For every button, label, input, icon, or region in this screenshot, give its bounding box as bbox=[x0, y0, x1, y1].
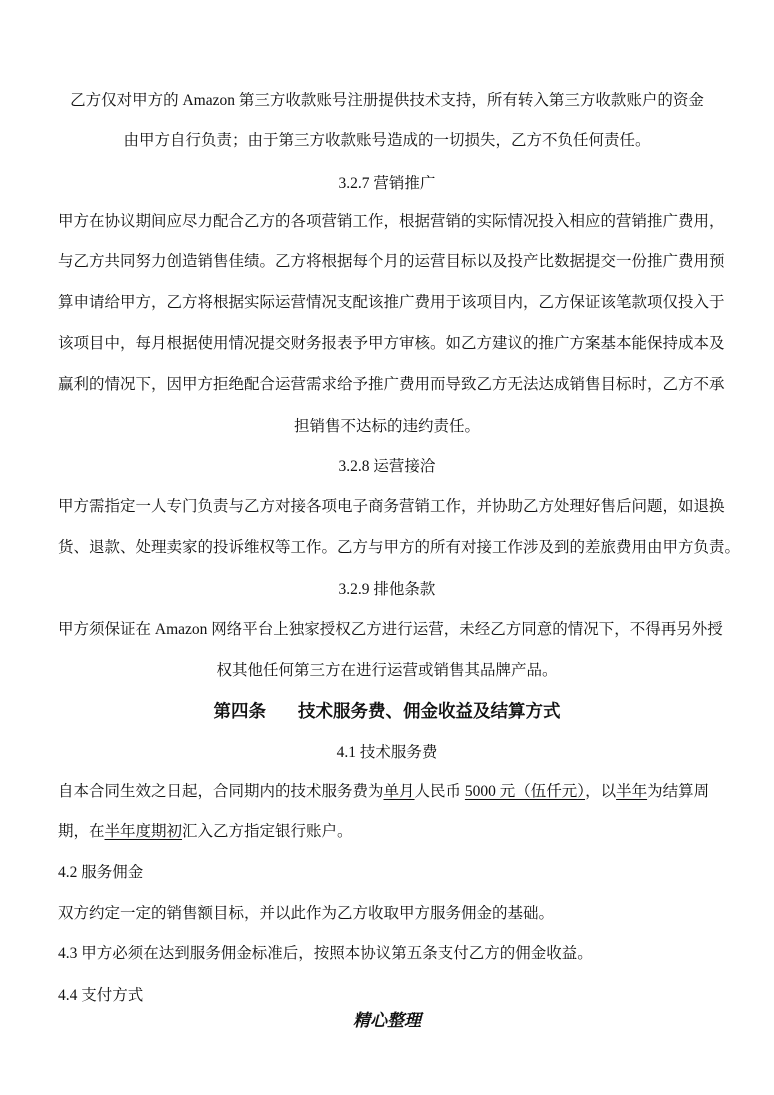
paragraph-line: 甲方在协议期间应尽力配合乙方的各项营销工作，根据营销的实际情况投入相应的营销推广费用， bbox=[58, 213, 725, 230]
paragraph-line: 赢利的情况下，因甲方拒绝配合运营需求给予推广费用而导致乙方无法达成销售目标时，乙方不承 bbox=[58, 376, 725, 393]
paragraph-line: 该项目中，每月根据使用情况提交财务报表予甲方审核。如乙方建议的推广方案基本能保持成本及 bbox=[58, 335, 725, 352]
article-4-heading bbox=[0, 700, 774, 722]
paragraph-line: 与乙方共同努力创造销售佳绩。乙方将根据每个月的运营目标以及投产比数据提交一份推广费用预 bbox=[58, 253, 725, 270]
paragraph-line: 4.3 甲方必须在达到服务佣金标准后，按照本协议第五条支付乙方的佣金收益。 bbox=[58, 945, 593, 962]
section-title-3-2-9: 3.2.9 排他条款 bbox=[338, 581, 436, 598]
paragraph-line: 算申请给甲方，乙方将根据实际运营情况支配该推广费用于该项目内，乙方保证该笔款项仅投入于 bbox=[58, 294, 725, 311]
text-run: 人民币 bbox=[414, 783, 465, 800]
paragraph-line: 担销售不达标的违约责任。 bbox=[293, 418, 480, 435]
section-title-4-1: 4.1 技术服务费 bbox=[336, 744, 438, 761]
underlined-term: 单月 bbox=[383, 783, 415, 800]
section-title-3-2-8: 3.2.8 运营接洽 bbox=[338, 458, 436, 475]
section-title-4-2: 4.2 服务佣金 bbox=[58, 864, 144, 881]
paragraph-line bbox=[0, 821, 774, 843]
underlined-term: 半年 bbox=[616, 783, 648, 800]
paragraph-line bbox=[0, 781, 774, 803]
paragraph-line: 甲方需指定一人专门负责与乙方对接各项电子商务营销工作，并协助乙方处理好售后问题，如退换 bbox=[58, 498, 725, 515]
underlined-term: 半年度期初 bbox=[104, 823, 183, 840]
paragraph-line: 货、退款、处理卖家的投诉维权等工作。乙方与甲方的所有对接工作涉及到的差旅费用由甲方负责。 bbox=[58, 539, 741, 556]
text-run: 自本合同生效之日起，合同期内的技术服务费为 bbox=[58, 783, 384, 800]
section-title-4-4: 4.4 支付方式 bbox=[58, 987, 144, 1004]
footer-text: 精心整理 bbox=[353, 1011, 421, 1031]
article-title: 技术服务费、佣金收益及结算方式 bbox=[298, 701, 561, 721]
text-run: ，以 bbox=[585, 783, 617, 800]
paragraph-line: 乙方仅对甲方的 Amazon 第三方收款账号注册提供技术支持，所有转入第三方收款账户的资金 bbox=[70, 92, 704, 109]
paragraph-line: 权其他任何第三方在进行运营或销售其品牌产品。 bbox=[216, 662, 558, 679]
paragraph-line: 由甲方自行负责；由于第三方收款账号造成的一切损失，乙方不负任何责任。 bbox=[123, 132, 651, 149]
text-run: 期，在 bbox=[58, 823, 105, 840]
section-title-3-2-7: 3.2.7 营销推广 bbox=[338, 175, 436, 192]
underlined-amount: 5000 元（伍仟元） bbox=[464, 783, 586, 800]
text-run: 汇入乙方指定银行账户。 bbox=[182, 823, 353, 840]
paragraph-line: 双方约定一定的销售额目标，并以此作为乙方收取甲方服务佣金的基础。 bbox=[58, 905, 555, 922]
paragraph-line: 甲方须保证在 Amazon 网络平台上独家授权乙方进行运营，未经乙方同意的情况下，不得再另外授 bbox=[58, 621, 723, 638]
article-number: 第四条 bbox=[213, 701, 266, 721]
text-run: 为结算周 bbox=[647, 783, 710, 800]
